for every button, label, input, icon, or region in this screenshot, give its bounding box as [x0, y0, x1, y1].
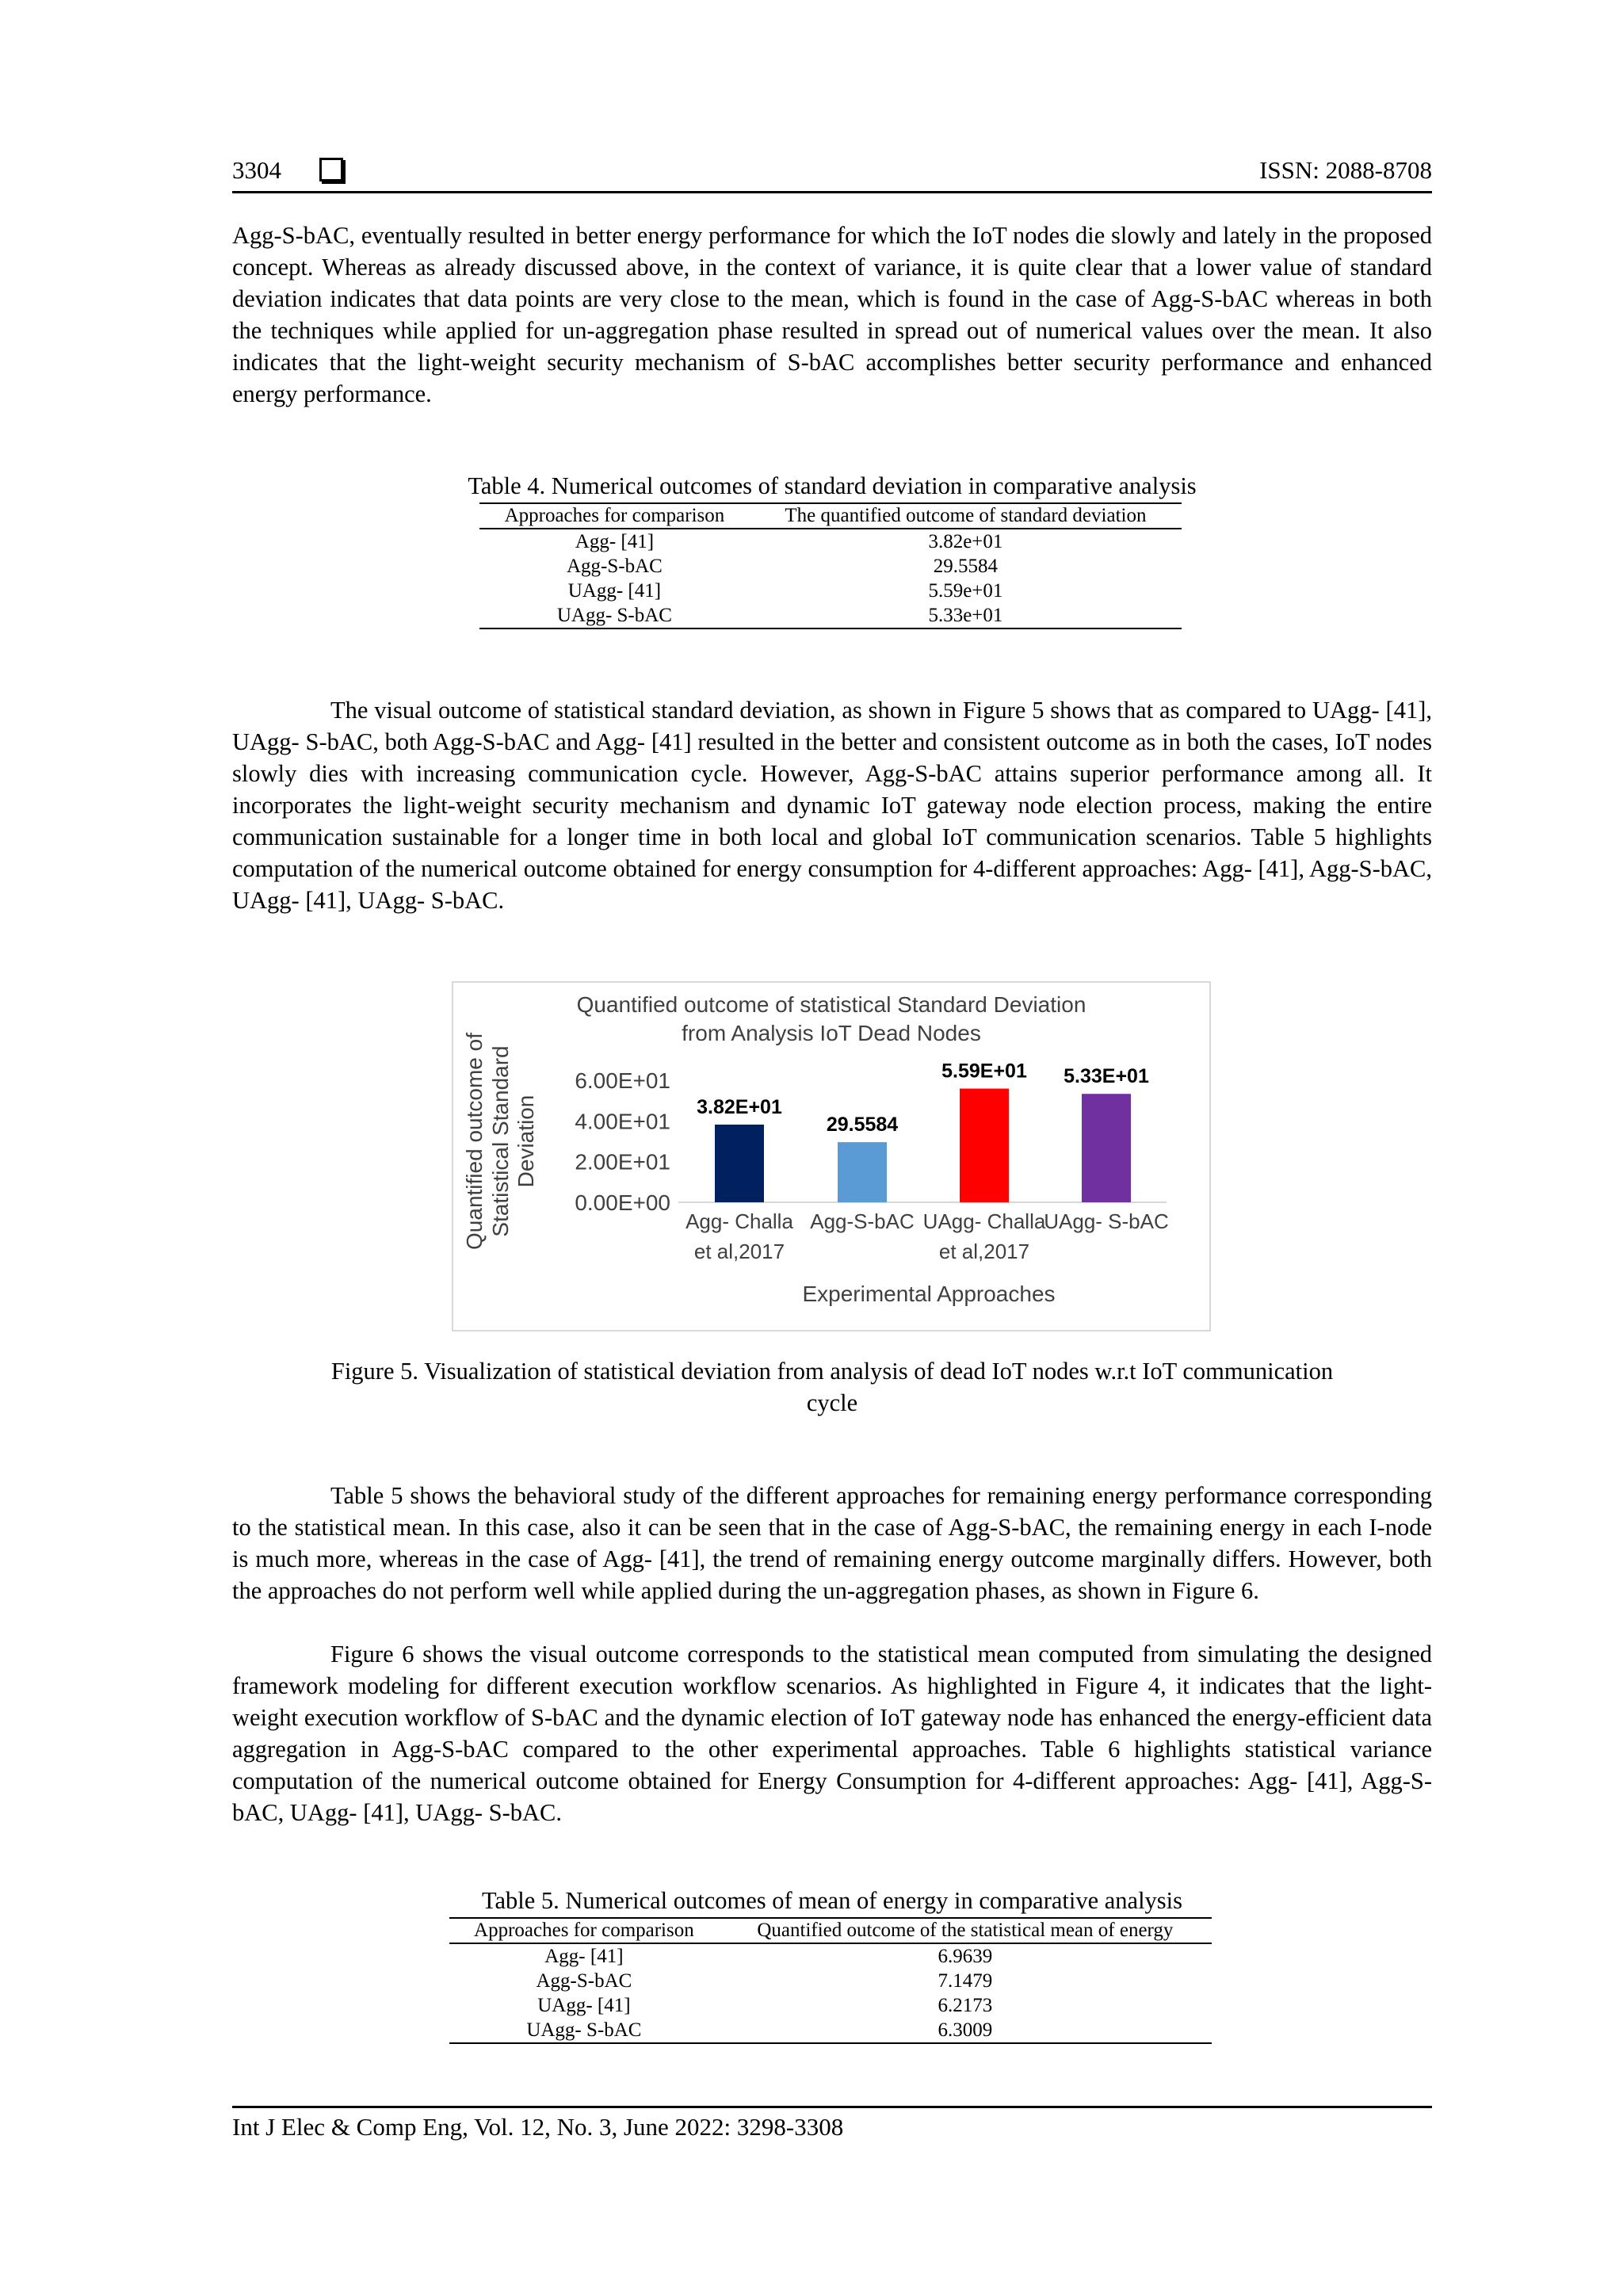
data-label: 5.33E+01: [1064, 1065, 1149, 1088]
table-cell: UAgg- [41]: [537, 1995, 631, 2016]
table4-caption: Table 4. Numerical outcomes of standard deviation in comparative analysis: [468, 472, 1197, 499]
x-tick-label: Agg- Challa: [685, 1209, 793, 1233]
issn-label: ISSN: 2088-8708: [1259, 156, 1432, 184]
y-axis-label-line: Quantified outcome of: [462, 1033, 487, 1250]
bar: [1082, 1094, 1131, 1202]
page-footer: [232, 2106, 1432, 2141]
x-tick-label: Agg-S-bAC: [810, 1209, 915, 1233]
x-tick-label: UAgg- S-bAC: [1044, 1209, 1169, 1233]
bar-chart-svg: [453, 983, 1209, 1330]
figure5-caption-line1: Figure 5. Visualization of statistical deviation from analysis of dead IoT nodes w.r.t IoT communication: [330, 1358, 1334, 1385]
y-tick-label: 0.00E+00: [575, 1190, 670, 1215]
data-label: 3.82E+01: [697, 1095, 782, 1118]
x-axis-label: Experimental Approaches: [802, 1282, 1056, 1306]
page-header: [232, 153, 1432, 193]
table-row: [449, 1993, 1212, 2018]
y-axis-label-line: Statistical Standard: [488, 1045, 513, 1237]
table-cell: 5.59e+01: [928, 580, 1003, 602]
table-cell: 7.1479: [938, 1970, 993, 1992]
y-tick-label: 2.00E+01: [575, 1149, 670, 1175]
paragraph-1: Agg-S-bAC, eventually resulted in better energy performance for which the IoT nodes die slowly and lately in the proposed concept. Whereas as already discussed above, in the context of variance, it is quite clear that a lower value of standard deviation indicates that data points are very close to the mean, which is found in the case of Agg-S-bAC whereas in both the techniques while applied for un-aggregation phase resulted in spread out of numerical values over the mean. It also indicates that the light-weight security mechanism of S-bAC accomplishes better security performance and enhanced energy performance.: [232, 222, 1432, 407]
y-tick-label: 4.00E+01: [575, 1109, 670, 1134]
table-cell: 6.3009: [719, 2018, 1212, 2043]
chart-title-line1: Quantified outcome of statistical Standard Deviation: [576, 992, 1086, 1017]
paragraph-2: The visual outcome of statistical standard deviation, as shown in Figure 5 shows that as compared to UAgg- [41], UAgg- S-bAC, both Agg-S-bAC and Agg- [41] resulted in the better and consistent outcome as in both the cases, IoT nodes slowly dies with increasing communication cycle. However, Agg-S-bAC attains superior performance among all. It incorporates the light-weight security mechanism and dynamic IoT gateway node election process, making the entire communication sustainable for a longer time in both local and global IoT communication scenarios. Table 5 highlights computation of the numerical outcome obtained for energy consumption for 4-different approaches: Agg- [41], Agg-S-bAC, UAgg- [41], UAgg- S-bAC.: [232, 697, 1432, 914]
table-cell: 5.33e+01: [750, 603, 1182, 628]
table4-header-value: The quantified outcome of standard deviation: [750, 503, 1182, 529]
table-row: [449, 1943, 1212, 1969]
paragraph-3: Table 5 shows the behavioral study of the different approaches for remaining energy performance corresponding to the statistical mean. In this case, also it can be seen that in the case of Agg-S-bAC, the remaining energy in each I-node is much more, whereas in the case of Agg- [41], the trend of remaining energy outcome marginally differs. However, both the approaches do not perform well while applied during the un-aggregation phases, as shown in Figure 6.: [232, 1482, 1432, 1604]
table-cell: 3.82e+01: [928, 531, 1003, 552]
figure5-caption: [232, 1355, 1432, 1419]
x-tick-label: et al,2017: [693, 1240, 785, 1263]
table4-header-approach: Approaches for comparison: [479, 503, 750, 529]
table-cell: 6.2173: [938, 1995, 993, 2016]
figure5-chart: [452, 981, 1211, 1331]
chart-title-line2: from Analysis IoT Dead Nodes: [682, 1021, 981, 1045]
table-cell: 6.9639: [938, 1946, 993, 1967]
paragraph-4: Figure 6 shows the visual outcome corresponds to the statistical mean computed from simulating the designed framework modeling for different execution workflow scenarios. As highlighted in Figure 4, it indicates that the light-weight execution workflow of S-bAC and the dynamic election of IoT gateway node has enhanced the energy-efficient data aggregation in Agg-S-bAC compared to the other experimental approaches. Table 6 highlights statistical variance computation of the numerical outcome obtained for Energy Consumption for 4-different approaches: Agg- [41], Agg-S-bAC, UAgg- [41], UAgg- S-bAC.: [232, 1641, 1432, 1826]
table5-header-approach: Approaches for comparison: [449, 1918, 719, 1943]
footer-citation: Int J Elec & Comp Eng, Vol. 12, No. 3, June 2022: 3298-3308: [232, 2113, 844, 2141]
y-axis-label-line: Deviation: [514, 1095, 538, 1188]
table-cell: Agg- [41]: [575, 531, 655, 552]
table5: [449, 1917, 1212, 2044]
data-label: 29.5584: [826, 1114, 899, 1137]
table-row: [449, 1969, 1212, 1993]
table4-header-row: [479, 503, 1182, 529]
table-row: [479, 579, 1182, 603]
table-cell: Agg-S-bAC: [567, 556, 663, 577]
table-cell: 29.5584: [933, 556, 999, 577]
table-cell: Agg- [41]: [544, 1946, 624, 1967]
bar: [960, 1089, 1009, 1202]
figure5-caption-line2: cycle: [806, 1389, 858, 1416]
bar: [715, 1125, 764, 1202]
table-cell: UAgg- S-bAC: [449, 2018, 719, 2043]
y-tick-label: 6.00E+01: [575, 1068, 670, 1093]
table5-header-row: [449, 1918, 1212, 1943]
table-row: [479, 554, 1182, 579]
x-tick-label: et al,2017: [938, 1240, 1030, 1263]
table-row: [479, 529, 1182, 554]
data-label: 5.59E+01: [941, 1060, 1027, 1083]
table-cell: UAgg- S-bAC: [479, 603, 750, 628]
table-cell: UAgg- [41]: [567, 580, 662, 602]
table-row: [449, 2018, 1212, 2043]
bar: [838, 1142, 887, 1202]
table-cell: Agg-S-bAC: [536, 1970, 632, 1992]
table4: [479, 502, 1182, 629]
page-number: 3304: [232, 156, 281, 184]
checkbox-square-icon: [319, 158, 343, 181]
x-tick-label: UAgg- Challa: [922, 1209, 1046, 1233]
table5-caption: Table 5. Numerical outcomes of mean of energy in comparative analysis: [481, 1887, 1183, 1914]
table5-header-value: Quantified outcome of the statistical mean of energy: [719, 1918, 1212, 1943]
table-row: [479, 603, 1182, 628]
